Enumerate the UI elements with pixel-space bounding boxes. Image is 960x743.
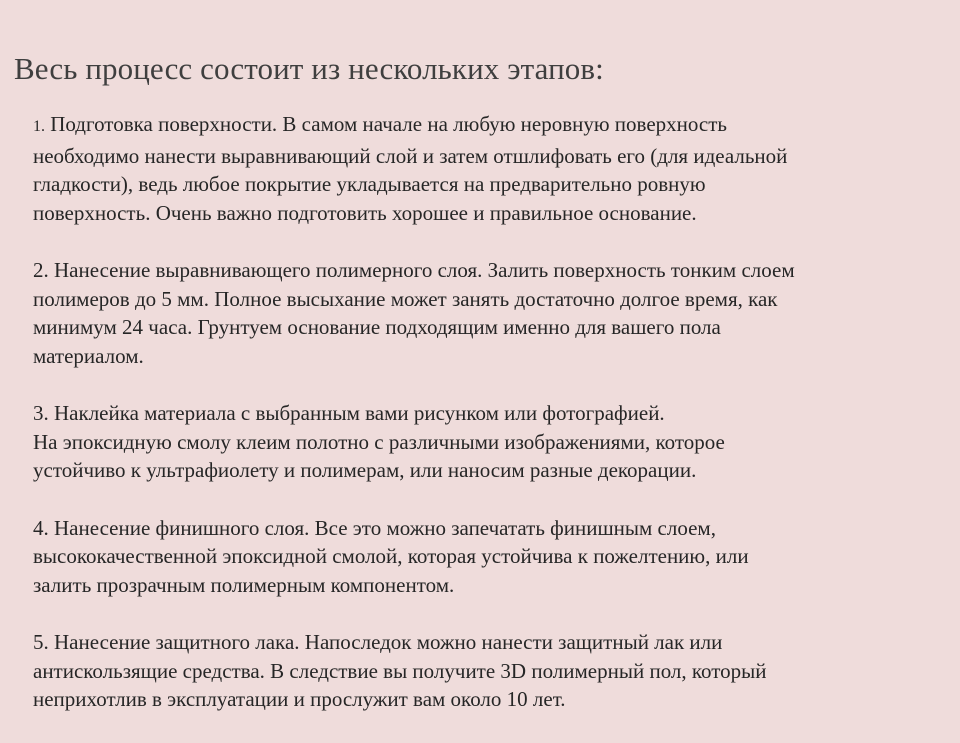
- step-number: 3.: [33, 401, 49, 425]
- step-text: Нанесение выравнивающего полимерного слоя. Залить поверхность тонким слоем: [54, 258, 795, 282]
- step-4: [33, 514, 938, 600]
- step-number: 5.: [33, 630, 49, 654]
- step-line: необходимо нанести выравнивающий слой и затем отшлифовать его (для идеальной: [33, 143, 788, 168]
- steps-list: [33, 110, 938, 743]
- step-line: [33, 399, 938, 428]
- step-text: Нанесение защитного лака. Напоследок можно нанести защитный лак или: [54, 630, 723, 654]
- step-1: [33, 110, 938, 227]
- step-line: [33, 514, 938, 543]
- step-2: [33, 256, 938, 370]
- step-number: 4.: [33, 515, 49, 540]
- step-line: залить прозрачным полимерным компонентом.: [33, 572, 455, 597]
- step-line: минимум 24 часа. Грунтуем основание подходящим именно для вашего пола: [33, 315, 721, 339]
- slide-title: Весь процесс состоит из нескольких этапов:: [14, 51, 604, 86]
- step-line: устойчиво к ультрафиолету и полимерам, или наносим разные декорации.: [33, 458, 697, 482]
- step-line: антискользящие средства. В следствие вы получите 3D полимерный пол, который: [33, 658, 767, 683]
- step-line: полимеров до 5 мм. Полное высыхание может занять достаточно долгое время, как: [33, 286, 778, 311]
- step-text: Нанесение финишного слоя. Все это можно запечатать финишным слоем,: [54, 515, 716, 540]
- step-number: 2.: [33, 258, 49, 282]
- step-line: высококачественной эпоксидной смолой, которая устойчива к пожелтению, или: [33, 544, 749, 568]
- step-line: материалом.: [33, 343, 144, 368]
- step-text: Наклейка материала с выбранным вами рисунком или фотографией.: [54, 401, 665, 425]
- step-3: [33, 399, 938, 485]
- step-line: неприхотлив в эксплуатации и прослужит вам около 10 лет.: [33, 687, 566, 711]
- step-line: [33, 628, 938, 657]
- step-line: [33, 110, 938, 142]
- step-number: 1.: [33, 118, 45, 135]
- step-line: поверхность. Очень важно подготовить хорошее и правильное основание.: [33, 200, 697, 225]
- step-text: Подготовка поверхности. В самом начале на любую неровную поверхность: [50, 112, 727, 136]
- step-line: На эпоксидную смолу клеим полотно с различными изображениями, которое: [33, 429, 725, 454]
- step-line: гладкости), ведь любое покрытие укладывается на предварительно ровную: [33, 172, 706, 196]
- step-5: [33, 628, 938, 714]
- step-line: [33, 256, 938, 285]
